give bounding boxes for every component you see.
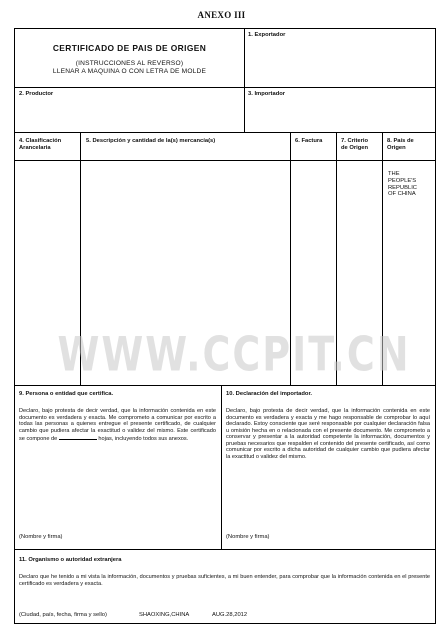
box9-signature-label: (Nombre y firma): [19, 534, 63, 540]
box5-description-label: 5. Descripción y cantidad de la(s) mercancía(s): [86, 138, 216, 144]
certificate-instructions: [15, 60, 244, 75]
divider-h-row4: [14, 549, 436, 550]
box11-date-value: AUG.28,2012: [212, 612, 248, 618]
origin-line: PEOPLE'S: [388, 177, 417, 184]
divider-vertical-top: [244, 28, 245, 132]
box4-tariff-label: [19, 138, 61, 151]
box10-declaration-text: Declaro, bajo protesta de decir verdad, que la información contenida en este documento es verdadera y exacta y me hago responsable de comprobar lo aquí declarado. Estoy consciente que seré responsable por cualquier declaración falsa u omisión hecha en o relacionada con el presente documento. Me comprometo a conservar y presentar a la autoridad competente la información, documentos y pruebas necesarios que respalden el contenido del presente certificado, así como comunicar por escrito a dicha autoridad de cualquier cambio que pudiera afectar la exactitud o validez del mismo.: [226, 408, 430, 460]
box11-city-value: SHAOXING,CHINA: [139, 612, 190, 618]
box4-label-line-2: Arancelaria: [19, 144, 51, 151]
box6-invoice-label: 6. Factura: [295, 138, 323, 144]
divider-h-row3: [14, 385, 436, 386]
box8-label-line-2: Origen: [387, 144, 406, 151]
box10-importer-declaration-label: 10. Declaración del importador.: [226, 391, 313, 397]
box11-sign-label: (Ciudad, país, fecha, firma y sello): [19, 612, 107, 618]
box7-origin-criterion-label: [341, 138, 368, 151]
box9-declaration-end: hojas, incluyendo todos sus anexos.: [98, 436, 189, 442]
box3-importer-label: 3. Importador: [248, 91, 286, 97]
origin-line: THE: [388, 171, 400, 177]
box10-signature-label: (Nombre y firma): [226, 534, 270, 540]
box1-exporter-label: 1. Exportador: [248, 32, 286, 38]
divider-h-row1: [14, 87, 436, 88]
box9-declaration: [19, 408, 216, 443]
divider-vertical-9-10: [221, 385, 222, 549]
origin-country-value: [388, 171, 417, 198]
annex-heading: ANEXO III: [197, 10, 246, 20]
box11-authority-label: 11. Organismo o autoridad extranjera: [19, 557, 122, 563]
box9-certifier-label: 9. Persona o entidad que certifica.: [19, 391, 114, 397]
divider-h-colheader: [14, 160, 436, 161]
box4-label-line-1: 4. Clasificación: [19, 138, 62, 144]
sheet-count-blank: [59, 434, 97, 440]
watermark-text: WWW.CCPIT.CN: [57, 326, 411, 382]
origin-line: REPUBLIC: [388, 184, 417, 191]
origin-line: OF CHINA: [388, 191, 416, 198]
box8-origin-country-label: [387, 138, 414, 151]
instructions-line-2: LLENAR A MAQUINA O CON LETRA DE MOLDE: [52, 67, 207, 75]
box11-declaration-text: Declaro que he tenido a mi vista la información, documentos y pruebas suficientes, a mi buen entender, para comprobar que la información contenida en el presente certificado es verdadera y exacta.: [19, 574, 430, 587]
certificate-title: CERTIFICADO DE PAIS DE ORIGEN: [52, 43, 207, 53]
instructions-line-1: (INSTRUCCIONES AL REVERSO): [75, 60, 184, 67]
box2-producer-label: 2. Productor: [19, 91, 54, 97]
box7-label-line-1: 7. Criterio: [341, 138, 369, 144]
box8-label-line-1: 8. País de: [387, 138, 414, 144]
box7-label-line-2: de Origen: [341, 144, 369, 151]
divider-h-row2: [14, 132, 436, 133]
box9-declaration-text: Declaro, bajo protesta de decir verdad, que la información contenida en este documento es verdadera y exacta. Me comprometo a comunicar por escrito a todas las personas a quienes entregue el presente certificado, de cualquier cambio que pudiera afectar la exactitud o validez del mismo. Este certificado se compone de: [19, 408, 216, 442]
